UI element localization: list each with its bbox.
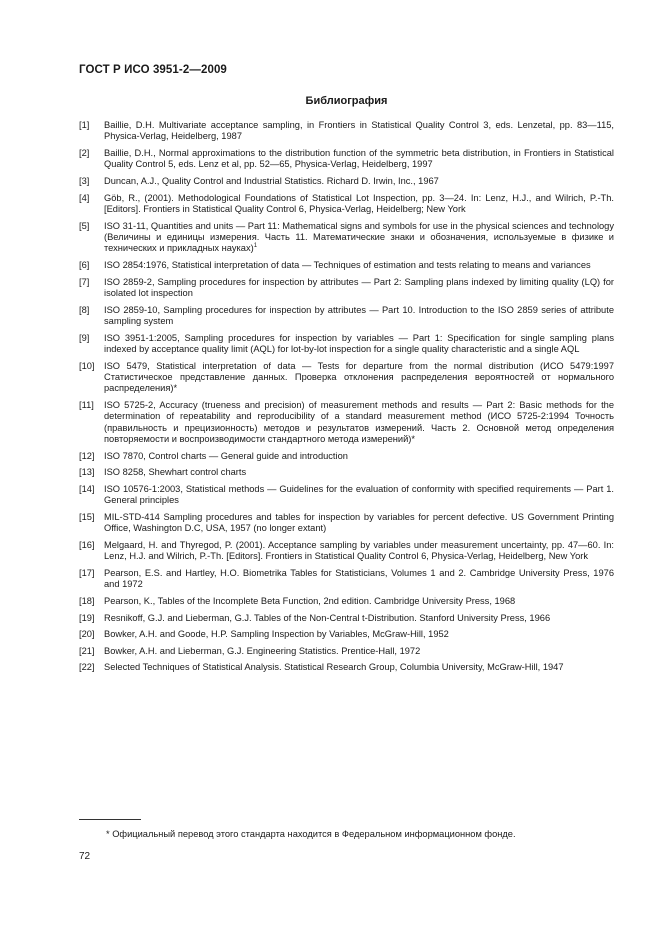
bibliography-entry [79, 277, 614, 300]
entry-number: [9] [79, 332, 90, 343]
document-header: ГОСТ Р ИСО 3951-2—2009 [79, 64, 227, 76]
entry-text-body: ISO 5725-2, Accuracy (trueness and precision) of measurement methods and results — Part 2: Basic methods for the determination of repeatability and reproducibility of a standard measurement method (ИСО 5725-2:1994 Точность (правильность и прецизионность) методов и результатов измерений. Часть 2. Основной метод определения повторяемости и воспроизводимости стандартного метода измерений)* [104, 400, 614, 445]
entry-text-body: Pearson, E.S. and Hartley, H.O. Biometrika Tables for Statisticians, Volumes 1 and 2. Cambridge University Press, 1976 and 1972 [104, 568, 614, 590]
entry-number: [6] [79, 260, 90, 270]
entry-text [104, 305, 614, 328]
entry-text-body: Duncan, A.J., Quality Control and Industrial Statistics. Richard D. Irwin, Inc., 1967 [104, 176, 439, 186]
entry-number: [18] [79, 596, 95, 606]
entry-text-body: ISO 10576-1:2003, Statistical methods — Guidelines for the evaluation of conformity with specified requirements — Part 1. General principles [104, 484, 614, 506]
entry-number: [1] [79, 120, 90, 130]
entry-number: [7] [79, 276, 90, 287]
bibliography-entry [79, 512, 614, 535]
entry-number: [3] [79, 176, 90, 186]
bibliography-entry [79, 568, 614, 591]
entry-text [104, 361, 614, 395]
bibliography-entry [79, 305, 614, 328]
entry-number: [4] [79, 192, 90, 203]
entry-number: [22] [79, 662, 95, 673]
page-number: 72 [79, 851, 91, 862]
bibliography-entry [79, 662, 614, 673]
entry-text [104, 596, 614, 607]
entry-text-body: Bowker, A.H. and Goode, H.P. Sampling Inspection by Variables, McGraw-Hill, 1952 [104, 629, 449, 640]
entry-text [104, 484, 614, 507]
bibliography-entry [79, 361, 614, 395]
entry-text [104, 646, 614, 657]
section-title: Библиография [305, 95, 388, 107]
footnote-marker: 1 [253, 243, 258, 250]
entry-number: [17] [79, 568, 95, 578]
entry-number: [16] [79, 540, 95, 550]
entry-text [104, 333, 614, 356]
entry-number: [5] [79, 220, 90, 231]
bibliography-entry [79, 629, 614, 640]
footnote: * Официальный перевод этого стандарта находится в Федеральном информационном фонде. [106, 829, 516, 839]
bibliography-entry [79, 260, 614, 271]
entry-text [104, 540, 614, 563]
entry-text-body: ISO 31-11, Quantities and units — Part 11: Mathematical signs and symbols for use in the physical sciences and technology (Величины и единицы измерения. Часть 11. Математические знаки и обозначения, используемые в физике и технических и прикладных науках) [104, 220, 614, 254]
entry-number: [13] [79, 467, 95, 478]
entry-number: [11] [79, 400, 94, 410]
bibliography-entry [79, 193, 614, 216]
entry-number: [14] [79, 484, 95, 494]
entry-number: [21] [79, 645, 95, 656]
entry-number: [19] [79, 612, 95, 623]
entry-text-body: Baillie, D.H., Normal approximations to the distribution function of the symmetric beta distribution, in Frontiers in Statistical Quality Control 5, eds. Lenz et al, pp. 52—65, Physica-Verlag, Heidelberg, 1997 [104, 148, 614, 170]
entry-text-body: ISO 5479, Statistical interpretation of data — Tests for departure from the normal distribution (ИСО 5479:1997 Статистическое представление данных. Проверка отклонения распределения вероятностей от нормального распределения)* [104, 360, 614, 394]
entry-text-body: ISO 7870, Control charts — General guide and introduction [104, 450, 348, 461]
entry-text [104, 277, 614, 300]
bibliography-entry [79, 333, 614, 356]
entry-number: [10] [79, 360, 95, 371]
entry-text [104, 400, 614, 446]
entry-text [104, 260, 614, 271]
entry-text [104, 662, 614, 673]
entry-number: [15] [79, 512, 95, 522]
entry-text-body: Bowker, A.H. and Lieberman, G.J. Engineering Statistics. Prentice-Hall, 1972 [104, 645, 421, 656]
entry-text-body: Pearson, K., Tables of the Incomplete Beta Function, 2nd edition. Cambridge University Press, 1968 [104, 596, 516, 606]
entry-text-body: Göb, R., (2001). Methodological Foundations of Statistical Lot Inspection, pp. 3—24. In: Lenz, H.J., and Wilrich, P.-Th. [Editors]. Frontiers in Statistical Quality Control 6, Physica-Verlag, Heidelberg; New York [104, 192, 614, 214]
bibliography-entry [79, 646, 614, 657]
entry-text-body: Resnikoff, G.J. and Lieberman, G.J. Tables of the Non-Central t-Distribution. Stanford University Press, 1966 [104, 612, 551, 623]
entry-text-body: MIL-STD-414 Sampling procedures and tables for inspection by variables for percent defective. US Government Printing Office, Washington D.C, USA, 1957 (no longer extant) [104, 512, 614, 534]
entry-text [104, 193, 614, 216]
entry-number: [12] [79, 450, 95, 461]
entry-text [104, 148, 614, 171]
bibliography-entry [79, 613, 614, 624]
entry-text-body: ISO 2854:1976, Statistical interpretation of data — Techniques of estimation and tests relating to means and variances [104, 260, 591, 270]
entry-text [104, 221, 614, 255]
entry-text [104, 467, 614, 478]
entry-text [104, 120, 614, 143]
entry-text-body: Selected Techniques of Statistical Analysis. Statistical Research Group, Columbia University, McGraw-Hill, 1947 [104, 662, 564, 673]
entry-text [104, 451, 614, 462]
entry-number: [20] [79, 629, 95, 640]
bibliography-entry [79, 484, 614, 507]
entry-text [104, 176, 614, 187]
entry-text-body: ISO 3951-1:2005, Sampling procedures for inspection by variables — Part 1: Specification for single sampling plans indexed by acceptance quality limit (AQL) for lot-by-lot inspection for a single quality characteristic and a single AQL [104, 332, 614, 354]
footnote-divider [79, 819, 141, 820]
entry-text-body: ISO 2859-10, Sampling procedures for inspection by attributes — Part 10. Introduction to the ISO 2859 series of attribute sampling system [104, 304, 614, 326]
entry-text [104, 613, 614, 624]
entry-text-body: Melgaard, H. and Thyregod, P. (2001). Acceptance sampling by variables under measurement uncertainty, pp. 47—60. In: Lenz, H.J. and Wilrich, P.-Th. [Editors]. Frontiers in Statistical Quality Control 6, Physica-Verlag, Heidelberg, New York [104, 540, 614, 562]
entry-text [104, 568, 614, 591]
bibliography-list [79, 120, 614, 679]
entry-text [104, 629, 614, 640]
entry-text [104, 512, 614, 535]
entry-text-body: Baillie, D.H. Multivariate acceptance sampling, in Frontiers in Statistical Quality Control 3, eds. Lenzetal, pp. 83—115, Physica-Verlag, Heidelberg, 1987 [104, 120, 614, 142]
entry-text-body: ISO 8258, Shewhart control charts [104, 467, 247, 478]
bibliography-entry [79, 221, 614, 255]
bibliography-entry [79, 596, 614, 607]
bibliography-entry [79, 120, 614, 143]
bibliography-entry [79, 467, 614, 478]
entry-number: [2] [79, 148, 90, 158]
bibliography-entry [79, 176, 614, 187]
bibliography-entry [79, 540, 614, 563]
bibliography-entry [79, 451, 614, 462]
entry-number: [8] [79, 304, 90, 315]
entry-text-body: ISO 2859-2, Sampling procedures for inspection by attributes — Part 2: Sampling plans indexed by limiting quality (LQ) for isolated lot inspection [104, 276, 614, 298]
bibliography-entry [79, 148, 614, 171]
bibliography-entry [79, 400, 614, 446]
